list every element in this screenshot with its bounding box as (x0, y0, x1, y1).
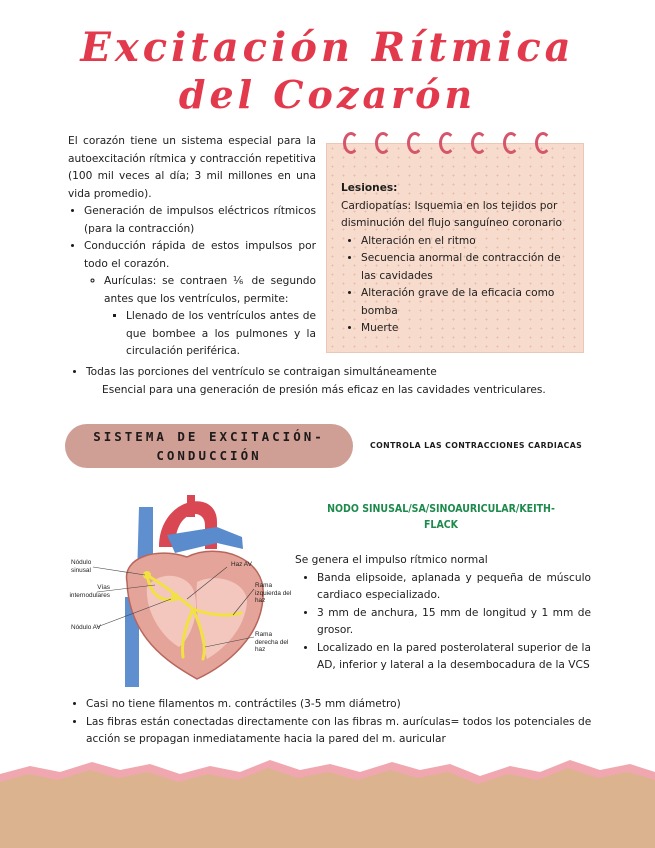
section-heading-line2: CONDUCCIÓN (156, 448, 262, 463)
label-rama-derecha: Rama derecha del haz (255, 631, 289, 654)
list-item: • Secuencia anormal de contracción de las cavidades (361, 250, 576, 285)
intro-sub-bullets (84, 273, 316, 361)
page-title-line1: Excitación Rítmica (80, 24, 575, 71)
list-item: • Alteración en el ritmo (361, 233, 576, 251)
nodo-bullets (295, 570, 591, 675)
nodo-sinusal-section (295, 552, 591, 675)
list-item: • Banda elipsoide, aplanada y pequeña de músculo cardiaco especializado. (317, 570, 591, 605)
intro-paragraph: El corazón tiene un sistema especial para la autoexcitación rítmica y contracción repetitiva (100 mil veces al día; 3 mil millones en una vida promedio). (68, 135, 316, 200)
nodo-intro: Se genera el impulso rítmico normal (295, 554, 488, 566)
binder-ring-icon (471, 132, 487, 154)
list-item: • Las fibras están conectadas directamente con las fibras m. aurículas= todos los potenciales de acción se propagan inmediatamente hacia la pared del m. auricular (86, 714, 592, 749)
binder-ring-icon (375, 132, 391, 154)
intro-sub-sub-bullets (104, 308, 316, 361)
binder-ring-icon (439, 132, 455, 154)
binder-ring-icon (407, 132, 423, 154)
list-item: • Localizado en la pared posterolateral superior de la AD, inferior y lateral a la desembocadura de la VCS (317, 640, 591, 675)
list-item-text: Aurículas: se contraen ⅙ de segundo antes que los ventrículos, permite: (104, 275, 316, 305)
lesiones-title: Lesiones: (341, 182, 398, 194)
list-item (104, 273, 316, 361)
binder-ring-icon (343, 132, 359, 154)
list-item: ▪ Llenado de los ventrículos antes de que bombee a los pulmones y la circulación periférica. (126, 308, 316, 361)
ventricle-section (72, 364, 592, 399)
list-item (84, 238, 316, 361)
page-title-line2: del Cozarón (178, 72, 477, 117)
footer-paper-band (0, 752, 655, 848)
label-vias-internodulares: Vías internodulares (69, 584, 110, 599)
label-rama-izquierda: Rama izquierda del haz (255, 582, 292, 605)
binder-ring-icon (535, 132, 551, 154)
list-item: • Alteración grave de la eficacia como bomba (361, 285, 576, 320)
lesiones-note-card (326, 143, 584, 353)
lesiones-list (341, 233, 576, 338)
list-item-text: Conducción rápida de estos impulsos por todo el corazón. (84, 240, 316, 270)
list-item: • Casi no tiene filamentos m. contráctiles (3-5 mm diámetro) (86, 696, 592, 714)
section-heading-line1: SISTEMA DE EXCITACIÓN- (93, 429, 325, 444)
label-nodulo-sinusal: Nódulo sinusal (71, 559, 92, 574)
list-item: • Todas las porciones del ventrículo se contraigan simultáneamente (86, 364, 592, 382)
lesiones-lead: Cardiopatías: Isquemia en los tejidos por disminución del flujo sanguíneo coronario (341, 199, 563, 229)
heart-conduction-figure (67, 487, 292, 695)
list-item: • Generación de impulsos eléctricos rítmicos (para la contracción) (84, 203, 316, 238)
list-item: • Muerte (361, 320, 576, 338)
lesiones-content (341, 180, 576, 338)
bottom-section (72, 696, 592, 749)
label-haz-av: Haz AV (231, 561, 252, 568)
nodo-sinusal-title: NODO SINUSAL/SA/SINOAURICULAR/KEITH-FLACK (327, 503, 555, 531)
list-item: • 3 mm de anchura, 15 mm de longitud y 1 mm de grosor. (317, 605, 591, 640)
binder-ring-icon (503, 132, 519, 154)
intro-bullets (68, 203, 316, 361)
section-heading-pill (65, 424, 353, 468)
section-subtitle: CONTROLA LAS CONTRACCIONES CARDIACAS (370, 441, 583, 450)
intro-section (68, 133, 316, 361)
ventricle-detail: Esencial para una generación de presión más eficaz en las cavidades ventriculares. (102, 383, 546, 396)
label-nodulo-av: Nódulo AV (71, 624, 101, 631)
